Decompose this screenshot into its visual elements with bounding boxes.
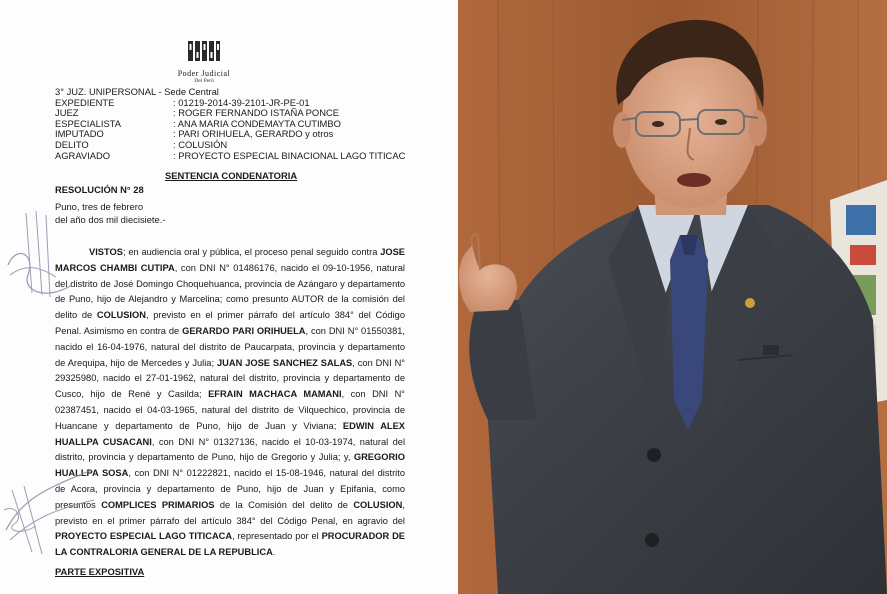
case-header [55,87,405,161]
speaker-photo [458,0,887,594]
bold-run: PROYECTO ESPECIAL LAGO TITICACA [55,531,233,542]
date-line-1: Puno, tres de febrero [55,201,144,212]
bold-run: JOSE MARCOS CHAMBI CUTIPA [55,247,405,273]
header-value: : ROGER FERNANDO ISTAÑA PONCE [173,107,339,119]
header-label: AGRAVIADO [55,149,111,161]
logo-name: Poder Judicial [177,69,231,78]
judiciary-logo [164,40,244,85]
section-heading: PARTE EXPOSITIVA [55,566,145,577]
text-run: , con DNI N° 01222821, nacido el 15-08-1946, natural del distrito de Acora, provincia y departamento de Puno, hijo de Juan y Epifania, como presuntos [55,468,406,510]
header-value: : 01219-2014-39-2101-JR-PE-01 [173,96,310,108]
eye [715,119,727,125]
header-label: IMPUTADO [55,128,104,140]
bold-run: GREGORIO HUALLPA SOSA [55,452,405,479]
text-run: , representado por el [232,531,322,542]
text-run: , previsto en el primer párrafo del artículo 384° del Código Penal. Asimismo en contra de [55,310,405,336]
header-label: EXPEDIENTE [55,96,115,108]
text-run: de la Comisión del delito de [214,499,354,510]
header-value: : COLUSIÓN [173,138,228,150]
header-value: : ANA MARIA CONDEMAYTA CUTIMBO [173,117,341,129]
bold-run: PROCURADOR DE LA CONTRALORIA GENERAL DE LA REPUBLICA [55,531,405,558]
court-line: 3° JUZ. UNIPERSONAL - Sede Central [55,86,219,97]
sentence-body [55,245,405,561]
ear [613,112,631,148]
header-value: : PARI ORIHUELA, GERARDO y otros [173,128,334,140]
header-label: DELITO [55,138,89,150]
text-run: , con DNI N° 01550381, nacido el 16-04-1976, natural del distrito de Paucarpata, provincia y departamento de Arequipa, hijo de Mercedes y Julia; [55,325,405,368]
eye [652,121,664,127]
ear [749,110,767,146]
text-run: , con DNI N° 02387451, nacido el 04-03-1965, natural del distrito de Vilquechico, provincia de Huancane y departamento de Puno, hijo de Juan y Viviana; [55,389,405,431]
resolution-number: RESOLUCIÓN N° 28 [55,184,144,195]
bold-run: EFRAIN MACHACA MAMANI [208,389,342,400]
vistos-paragraph [55,245,405,561]
bold-run: JUAN JOSE SANCHEZ SALAS [216,357,353,368]
bold-run: GERARDO PARI ORIHUELA [182,325,306,336]
text-run: ; en audiencia oral y pública, el proceso penal seguido contra [122,247,381,257]
bold-run: EDWIN ALEX HUALLPA CUSACANI [55,420,405,447]
text-run: , con DNI N° 01327136, nacido el 10-03-1974, natural del distrito, provincia y departamento de Puno, hijo de Gregorio y Julia; y, [55,436,406,463]
bold-run: COLUSION [96,310,146,321]
header-label: JUEZ [55,107,79,119]
photo-illustration [458,0,887,594]
text-run: , con DNI N° 01486176, nacido el 09-10-1956, natural del distrito de José Domingo Choquehuanca, provincia de Azángaro y departamento de Puno, hijo de Alejandro y Marcelina; como presunto AUTOR de la comisión del delito de [55,262,405,321]
document-title: SENTENCIA CONDENATORIA [165,170,298,181]
jacket-button [645,533,659,547]
bold-run: COLUSION [353,499,403,510]
text-run: , previsto en el primer párrafo del artículo 384° del Código Penal, en agravio del [55,499,405,526]
header-row-agraviado [55,151,405,162]
header-label: ESPECIALISTA [55,117,121,129]
date-line-2: del año dos mil diecisiete.- [55,214,166,225]
bold-run: VISTOS [89,247,123,257]
bold-run: COMPLICES PRIMARIOS [101,499,215,510]
text-run: , con DNI N° 29325980, nacido el 27-01-1962, natural del distrito, provincia y departamento de Cusco, hijo de René y Casilda; [55,357,406,400]
signature-stamp [2,460,97,555]
header-row-imputado [55,129,405,140]
pocket-square [763,345,779,355]
logo-subtitle: Del Perú [194,78,214,84]
open-mouth [677,173,711,187]
lapel-pin [745,298,755,308]
jacket-button [647,448,661,462]
header-value: : PROYECTO ESPECIAL BINACIONAL LAGO TITICAC [173,149,406,161]
judiciary-emblem-icon [186,40,222,62]
text-run: . [272,547,276,558]
court-seal-stamp [6,205,76,305]
